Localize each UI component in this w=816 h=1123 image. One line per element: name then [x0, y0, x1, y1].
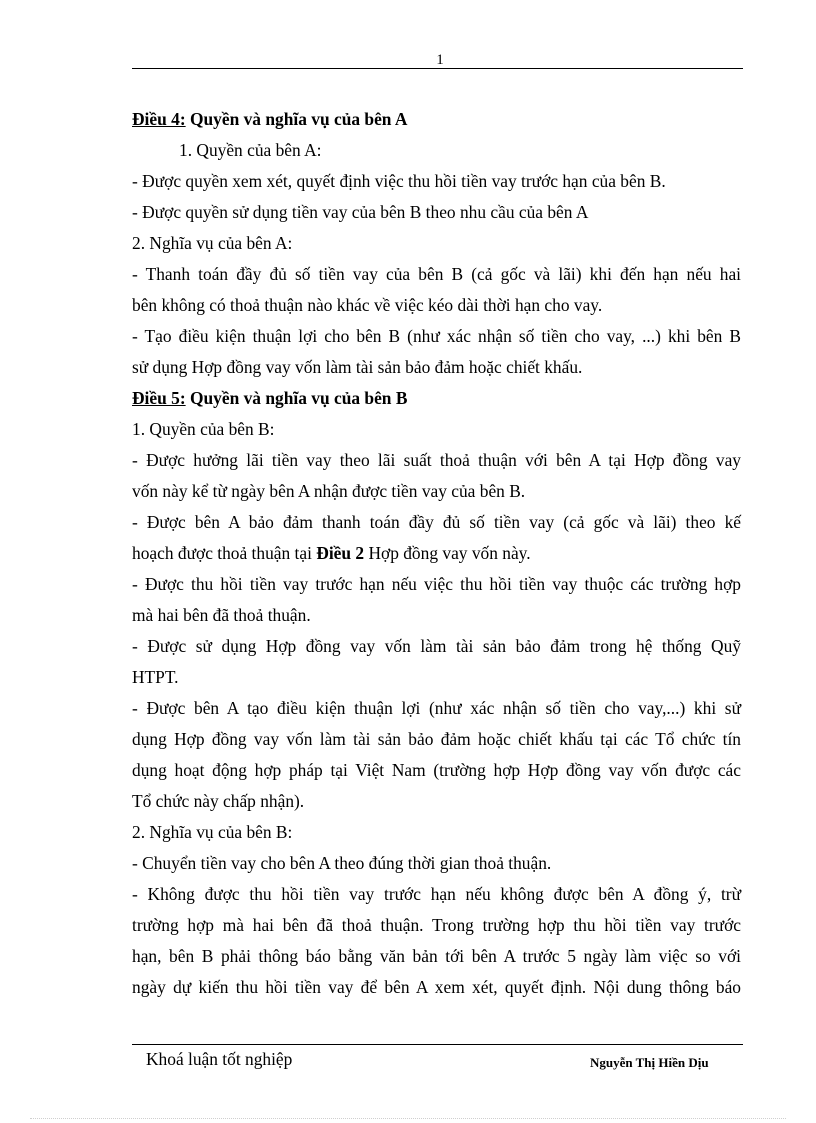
paragraph-line: - Được quyền sử dụng tiền vay của bên B theo nhu cầu của bên A — [132, 202, 589, 222]
article-4-label: Điều 4: — [132, 109, 186, 129]
paragraph-line: - Được sử dụng Hợp đồng vay vốn làm tài sản bảo đảm trong hệ thống Quỹ — [132, 636, 741, 656]
section-a2-heading: 2. Nghĩa vụ của bên A: — [132, 233, 293, 253]
footer-rule — [132, 1044, 743, 1045]
paragraph-line: ngày dự kiến thu hồi tiền vay để bên A xem xét, quyết định. Nội dung thông báo — [132, 977, 741, 997]
paragraph-line: trường hợp mà hai bên đã thoả thuận. Trong trường hợp thu hồi tiền vay trước — [132, 915, 741, 935]
paragraph-line: HTPT. — [132, 667, 179, 687]
paragraph-line: hạn, bên B phải thông báo bằng văn bản tới bên A trước 5 ngày làm việc so với — [132, 946, 741, 966]
paragraph-line: sử dụng Hợp đồng vay vốn làm tài sản bảo đảm hoặc chiết khấu. — [132, 357, 583, 377]
article-5-heading — [132, 383, 741, 414]
page-number: 1 — [436, 52, 444, 68]
footer-thesis-label: Khoá luận tốt nghiệp — [146, 1049, 293, 1069]
paragraph-line: mà hai bên đã thoả thuận. — [132, 605, 311, 625]
paragraph-line: - Thanh toán đầy đủ số tiền vay của bên B (cả gốc và lãi) khi đến hạn nếu hai — [132, 264, 741, 284]
paragraph-line: Tổ chức này chấp nhận). — [132, 791, 305, 811]
paragraph-line: - Được bên A tạo điều kiện thuận lợi (như xác nhận số tiền cho vay,...) khi sử — [132, 698, 741, 718]
paragraph-line — [132, 538, 741, 569]
text-run: hoạch được thoả thuận tại — [132, 543, 317, 563]
page-bottom-border — [30, 1118, 786, 1119]
footer-author-name: Nguyễn Thị Hiền Dịu — [590, 1055, 709, 1070]
article-4-title: Quyền và nghĩa vụ của bên A — [185, 109, 408, 129]
paragraph-line: - Không được thu hồi tiền vay trước hạn nếu không được bên A đồng ý, trừ — [132, 884, 741, 904]
paragraph-line: - Được bên A bảo đảm thanh toán đầy đủ số tiền vay (cả gốc và lãi) theo kế — [132, 512, 741, 532]
document-body — [132, 104, 741, 1003]
paragraph-line: - Được quyền xem xét, quyết định việc thu hồi tiền vay trước hạn của bên B. — [132, 171, 666, 191]
article-5-title: Quyền và nghĩa vụ của bên B — [185, 388, 408, 408]
paragraph-line: - Được thu hồi tiền vay trước hạn nếu việc thu hồi tiền vay thuộc các trường hợp — [132, 574, 741, 594]
paragraph-line: dụng Hợp đồng vay vốn làm tài sản bảo đảm hoặc chiết khấu tại các Tổ chức tín — [132, 729, 741, 749]
paragraph-line: dụng hoạt động hợp pháp tại Việt Nam (trường hợp Hợp đồng vay vốn được các — [132, 760, 741, 780]
section-a1-heading: 1. Quyền của bên A: — [179, 140, 322, 160]
paragraph-line: - Chuyển tiền vay cho bên A theo đúng thời gian thoả thuận. — [132, 853, 552, 873]
section-b1-heading: 1. Quyền của bên B: — [132, 419, 275, 439]
section-b2-heading: 2. Nghĩa vụ của bên B: — [132, 822, 293, 842]
text-run: Hợp đồng vay vốn này. — [364, 543, 531, 563]
paragraph-line: vốn này kể từ ngày bên A nhận được tiền vay của bên B. — [132, 481, 526, 501]
paragraph-line: - Tạo điều kiện thuận lợi cho bên B (như xác nhận số tiền cho vay, ...) khi bên B — [132, 326, 741, 346]
article-5-label: Điều 5: — [132, 388, 186, 408]
article-4-heading — [132, 104, 741, 135]
paragraph-line: - Được hưởng lãi tiền vay theo lãi suất thoả thuận với bên A tại Hợp đồng vay — [132, 450, 741, 470]
article-2-reference: Điều 2 — [316, 543, 365, 563]
paragraph-line: bên không có thoả thuận nào khác về việc kéo dài thời hạn cho vay. — [132, 295, 603, 315]
header-rule — [132, 68, 743, 69]
